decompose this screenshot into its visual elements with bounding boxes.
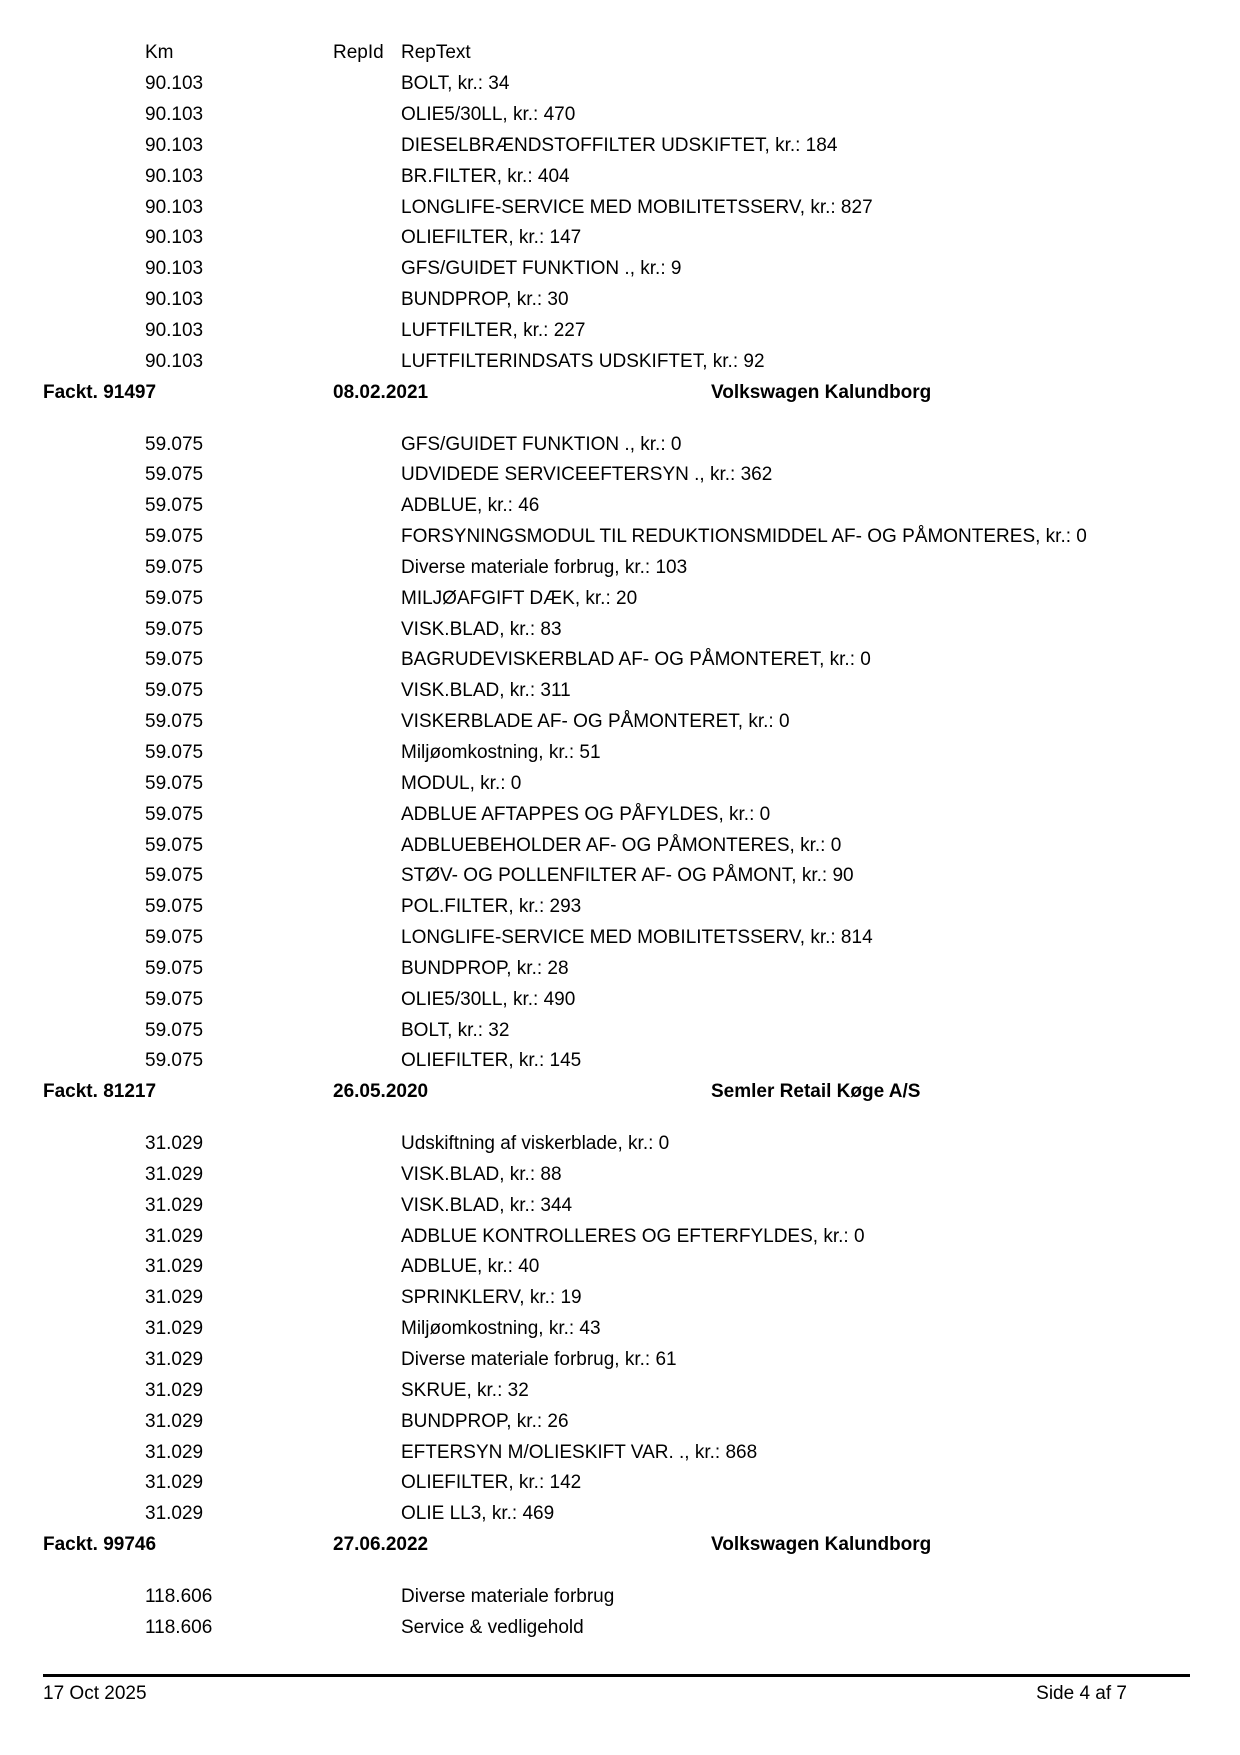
service-row	[0, 892, 1240, 923]
rep-text: Service & vedligehold	[401, 1616, 584, 1638]
service-row	[0, 1406, 1240, 1437]
km-value: 31.029	[145, 1225, 204, 1247]
rep-text: LONGLIFE-SERVICE MED MOBILITETSSERV, kr.: 827	[401, 196, 873, 218]
km-value: 59.075	[145, 741, 204, 763]
km-value: 59.075	[145, 526, 204, 548]
service-row	[0, 614, 1240, 645]
km-value: 90.103	[145, 289, 204, 311]
service-row	[0, 192, 1240, 223]
service-row	[0, 738, 1240, 769]
km-value: 31.029	[145, 1318, 204, 1340]
service-row	[0, 984, 1240, 1015]
column-header-km: Km	[145, 42, 174, 64]
footer-page-number: Side 4 af 7	[1036, 1683, 1127, 1704]
rep-text: GFS/GUIDET FUNKTION ., kr.: 0	[401, 433, 682, 455]
service-row	[0, 285, 1240, 316]
service-row	[0, 100, 1240, 131]
rep-text: Diverse materiale forbrug, kr.: 103	[401, 556, 688, 578]
service-row	[0, 1345, 1240, 1376]
service-row	[0, 553, 1240, 584]
km-value: 90.103	[145, 320, 204, 342]
rep-text: OLIEFILTER, kr.: 142	[401, 1472, 582, 1494]
rep-text: EFTERSYN M/OLIESKIFT VAR. ., kr.: 868	[401, 1441, 758, 1463]
service-row	[0, 161, 1240, 192]
invoice-vendor: Semler Retail Køge A/S	[711, 1081, 921, 1103]
rep-text: ADBLUEBEHOLDER AF- OG PÅMONTERES, kr.: 0	[401, 834, 842, 856]
km-value: 118.606	[145, 1585, 213, 1607]
service-row	[0, 522, 1240, 553]
km-value: 31.029	[145, 1194, 204, 1216]
km-value: 31.029	[145, 1472, 204, 1494]
km-value: 59.075	[145, 556, 204, 578]
rep-text: OLIEFILTER, kr.: 147	[401, 227, 582, 249]
invoice-number: Fackt. 91497	[43, 381, 157, 403]
column-header-repid: RepId	[333, 42, 384, 64]
service-row	[0, 1468, 1240, 1499]
km-value: 90.103	[145, 73, 204, 95]
service-row	[0, 1129, 1240, 1160]
km-value: 59.075	[145, 834, 204, 856]
rep-text: LUFTFILTERINDSATS UDSKIFTET, kr.: 92	[401, 350, 765, 372]
service-row	[0, 1190, 1240, 1221]
invoice-vendor: Volkswagen Kalundborg	[711, 1534, 932, 1556]
km-value: 59.075	[145, 896, 204, 918]
km-value: 59.075	[145, 803, 204, 825]
rep-text: BOLT, kr.: 34	[401, 73, 510, 95]
rep-text: OLIEFILTER, kr.: 145	[401, 1050, 582, 1072]
km-value: 90.103	[145, 134, 204, 156]
km-value: 59.075	[145, 957, 204, 979]
rep-text: VISK.BLAD, kr.: 88	[401, 1163, 562, 1185]
rep-text: MODUL, kr.: 0	[401, 772, 522, 794]
table-header-row	[0, 38, 1240, 69]
km-value: 31.029	[145, 1287, 204, 1309]
service-row	[0, 1499, 1240, 1530]
rep-text: Miljøomkostning, kr.: 51	[401, 741, 601, 763]
service-row	[0, 830, 1240, 861]
rep-text: ADBLUE, kr.: 40	[401, 1256, 540, 1278]
invoice-date: 26.05.2020	[333, 1081, 429, 1103]
rep-text: FORSYNINGSMODUL TIL REDUKTIONSMIDDEL AF- OG PÅMONTERES, kr.: 0	[401, 526, 1087, 548]
service-row	[0, 346, 1240, 377]
footer-divider	[43, 1674, 1190, 1677]
page-footer	[43, 1683, 1127, 1705]
km-value: 90.103	[145, 104, 204, 126]
km-value: 59.075	[145, 464, 204, 486]
km-value: 59.075	[145, 988, 204, 1010]
km-value: 59.075	[145, 680, 204, 702]
rep-text: BUNDPROP, kr.: 30	[401, 289, 569, 311]
km-value: 59.075	[145, 433, 204, 455]
rep-text: ADBLUE AFTAPPES OG PÅFYLDES, kr.: 0	[401, 803, 771, 825]
rep-text: VISK.BLAD, kr.: 83	[401, 618, 562, 640]
service-row	[0, 1046, 1240, 1077]
service-row	[0, 1314, 1240, 1345]
km-value: 90.103	[145, 350, 204, 372]
service-row	[0, 676, 1240, 707]
service-row	[0, 491, 1240, 522]
rep-text: DIESELBRÆNDSTOFFILTER UDSKIFTET, kr.: 184	[401, 134, 838, 156]
invoice-number: Fackt. 81217	[43, 1081, 157, 1103]
rep-text: Diverse materiale forbrug, kr.: 61	[401, 1349, 677, 1371]
invoice-number: Fackt. 99746	[43, 1534, 157, 1556]
service-row	[0, 131, 1240, 162]
rep-text: ADBLUE, kr.: 46	[401, 495, 540, 517]
rep-text: ADBLUE KONTROLLERES OG EFTERFYLDES, kr.: 0	[401, 1225, 865, 1247]
service-row	[0, 1221, 1240, 1252]
service-row	[0, 1612, 1240, 1643]
rep-text: BAGRUDEVISKERBLAD AF- OG PÅMONTERET, kr.: 0	[401, 649, 871, 671]
rep-text: MILJØAFGIFT DÆK, kr.: 20	[401, 587, 638, 609]
rep-text: OLIE5/30LL, kr.: 470	[401, 104, 576, 126]
km-value: 31.029	[145, 1163, 204, 1185]
km-value: 59.075	[145, 618, 204, 640]
km-value: 59.075	[145, 1050, 204, 1072]
rep-text: POL.FILTER, kr.: 293	[401, 896, 582, 918]
km-value: 31.029	[145, 1256, 204, 1278]
invoice-date: 08.02.2021	[333, 381, 429, 403]
invoice-date: 27.06.2022	[333, 1534, 429, 1556]
service-row	[0, 223, 1240, 254]
service-row	[0, 1375, 1240, 1406]
service-row	[0, 861, 1240, 892]
service-row	[0, 429, 1240, 460]
service-row	[0, 1582, 1240, 1613]
service-history-table	[0, 38, 1240, 1643]
rep-text: BUNDPROP, kr.: 26	[401, 1410, 569, 1432]
rep-text: Udskiftning af viskerblade, kr.: 0	[401, 1133, 670, 1155]
km-value: 118.606	[145, 1616, 213, 1638]
rep-text: SPRINKLERV, kr.: 19	[401, 1287, 582, 1309]
rep-text: Diverse materiale forbrug	[401, 1585, 615, 1607]
rep-text: STØV- OG POLLENFILTER AF- OG PÅMONT, kr.: 90	[401, 865, 854, 887]
service-row	[0, 645, 1240, 676]
km-value: 31.029	[145, 1379, 204, 1401]
km-value: 31.029	[145, 1441, 204, 1463]
km-value: 59.075	[145, 1019, 204, 1041]
service-row	[0, 768, 1240, 799]
column-header-reptext: RepText	[401, 42, 471, 64]
invoice-row	[0, 1530, 1240, 1561]
km-value: 90.103	[145, 227, 204, 249]
rep-text: LONGLIFE-SERVICE MED MOBILITETSSERV, kr.: 814	[401, 927, 873, 949]
service-row	[0, 953, 1240, 984]
km-value: 31.029	[145, 1503, 204, 1525]
km-value: 59.075	[145, 772, 204, 794]
rep-text: BR.FILTER, kr.: 404	[401, 165, 570, 187]
km-value: 59.075	[145, 711, 204, 733]
table-body	[0, 69, 1240, 1643]
km-value: 90.103	[145, 258, 204, 280]
rep-text: OLIE5/30LL, kr.: 490	[401, 988, 576, 1010]
rep-text: UDVIDEDE SERVICEEFTERSYN ., kr.: 362	[401, 464, 773, 486]
rep-text: GFS/GUIDET FUNKTION ., kr.: 9	[401, 258, 682, 280]
service-row	[0, 707, 1240, 738]
service-row	[0, 460, 1240, 491]
rep-text: SKRUE, kr.: 32	[401, 1379, 529, 1401]
service-row	[0, 1015, 1240, 1046]
footer-date: 17 Oct 2025	[43, 1683, 147, 1704]
invoice-row	[0, 1077, 1240, 1108]
service-row	[0, 583, 1240, 614]
service-row	[0, 1160, 1240, 1191]
service-row	[0, 69, 1240, 100]
km-value: 59.075	[145, 649, 204, 671]
service-row	[0, 316, 1240, 347]
service-row	[0, 1252, 1240, 1283]
km-value: 90.103	[145, 196, 204, 218]
service-row	[0, 1437, 1240, 1468]
km-value: 59.075	[145, 495, 204, 517]
invoice-vendor: Volkswagen Kalundborg	[711, 381, 932, 403]
rep-text: VISKERBLADE AF- OG PÅMONTERET, kr.: 0	[401, 711, 790, 733]
km-value: 31.029	[145, 1410, 204, 1432]
km-value: 90.103	[145, 165, 204, 187]
service-row	[0, 1283, 1240, 1314]
km-value: 31.029	[145, 1133, 204, 1155]
invoice-row	[0, 377, 1240, 408]
km-value: 59.075	[145, 865, 204, 887]
rep-text: BUNDPROP, kr.: 28	[401, 957, 569, 979]
service-row	[0, 799, 1240, 830]
rep-text: BOLT, kr.: 32	[401, 1019, 510, 1041]
rep-text: VISK.BLAD, kr.: 344	[401, 1194, 573, 1216]
km-value: 59.075	[145, 587, 204, 609]
rep-text: VISK.BLAD, kr.: 311	[401, 680, 571, 702]
km-value: 59.075	[145, 927, 204, 949]
service-row	[0, 923, 1240, 954]
rep-text: OLIE LL3, kr.: 469	[401, 1503, 555, 1525]
rep-text: LUFTFILTER, kr.: 227	[401, 320, 586, 342]
km-value: 31.029	[145, 1349, 204, 1371]
rep-text: Miljøomkostning, kr.: 43	[401, 1318, 601, 1340]
service-row	[0, 254, 1240, 285]
